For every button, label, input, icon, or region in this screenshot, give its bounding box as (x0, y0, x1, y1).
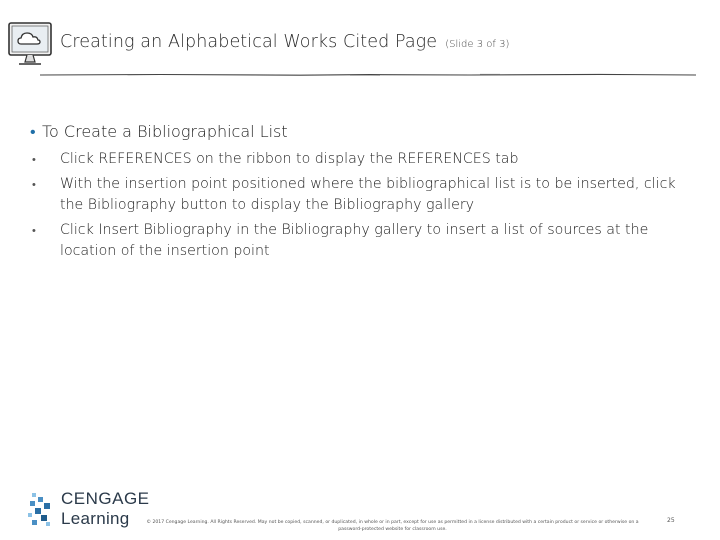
slide-title (60, 32, 509, 52)
title-main: Creating an Alphabetical Works Cited Page (60, 32, 438, 52)
bullet-text: To Create a Bibliographical List (42, 122, 288, 141)
sub-bullet (30, 174, 680, 216)
bullet-icon: • (32, 153, 36, 166)
cengage-mark-icon (28, 491, 54, 529)
slide-content (30, 122, 680, 266)
page-number: 25 (667, 517, 675, 524)
sub-bullet (30, 149, 680, 170)
header-divider (40, 72, 696, 78)
copyright-notice: © 2017 Cengage Learning. All Rights Reserved. May not be copied, scanned, or duplicated, in whole or in part, except for use as permitted in a license distributed with a certain product or service or otherwise on a password-protected website for classroom use. (146, 520, 639, 532)
logo-text-learning: Learning (61, 509, 130, 528)
monitor-cloud-icon (6, 20, 56, 70)
sub-bullet-text: With the insertion point positioned where the bibliographical list is to be inserted, click the Bibliography button to display the Bibliography gallery (60, 176, 676, 213)
sub-bullet (30, 220, 680, 262)
bullet-level1 (30, 122, 680, 141)
logo-text-cengage: CENGAGE (61, 489, 150, 508)
cengage-logo (28, 487, 150, 533)
bullet-icon: • (32, 224, 36, 237)
title-subtitle: (Slide 3 of 3) (445, 39, 510, 50)
sub-bullet-text: Click Insert Bibliography in the Bibliography gallery to insert a list of sources at the location of the insertion point (60, 222, 649, 259)
sub-bullet-text: Click REFERENCES on the ribbon to display the REFERENCES tab (60, 151, 519, 167)
bullet-icon: • (32, 178, 36, 191)
bullet-icon: • (30, 122, 36, 141)
